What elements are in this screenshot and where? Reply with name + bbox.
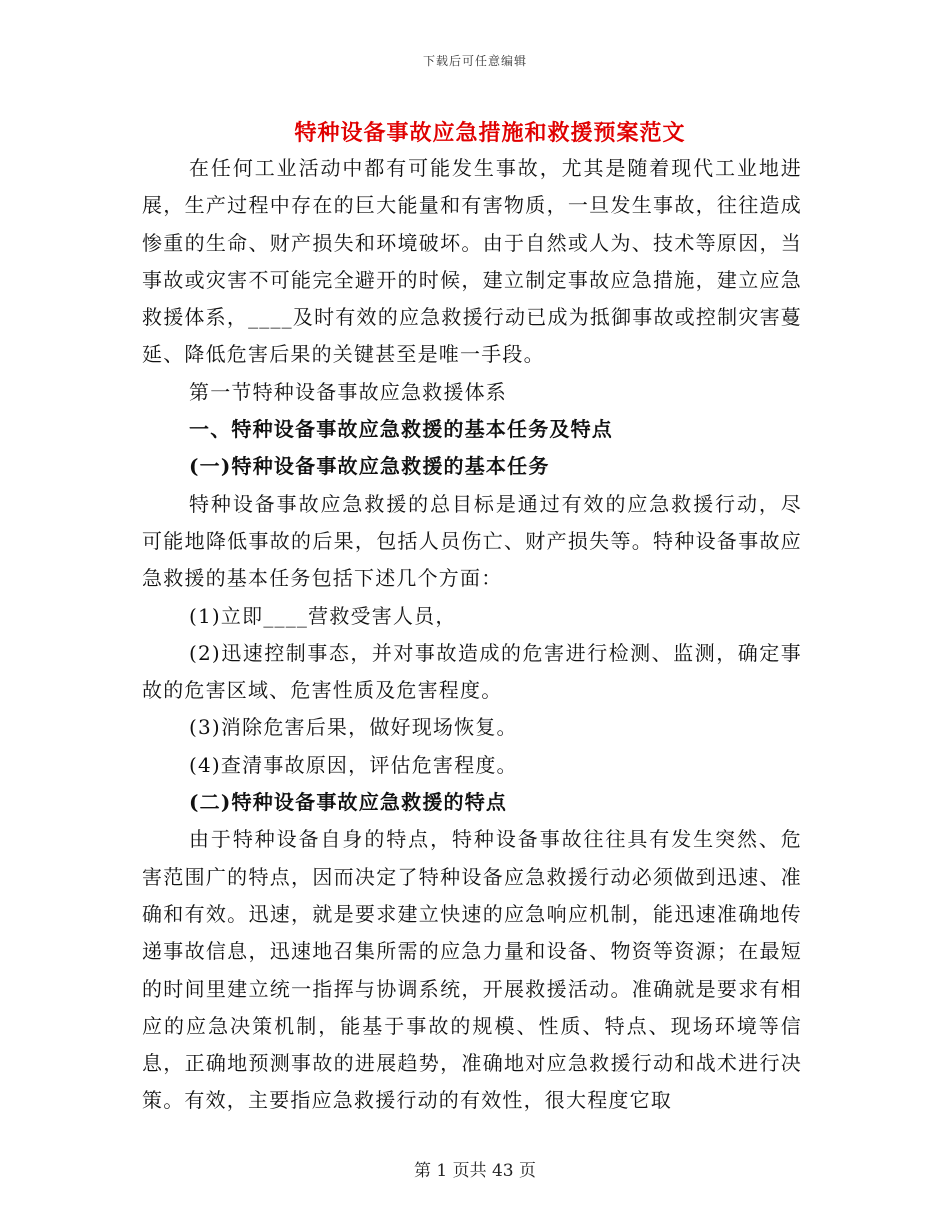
intro-paragraph: 在任何工业活动中都有可能发生事故，尤其是随着现代工业地进展，生产过程中存在的巨大能量和有害物质，一旦发生事故，往往造成惨重的生命、财产损失和环境破坏。由于自然或人为、技术等原因，当事故或灾害不可能完全避开的时候，建立制定事故应急措施，建立应急救援体系，____及时有效的应急救援行动已成为抵御事故或控制灾害蔓延、降低危害后果的关键甚至是唯一手段。 xyxy=(142,156,802,367)
document-title: 特种设备事故应急措施和救援预案范文 xyxy=(294,120,686,146)
list-item-4: (4)查清事故原因，评估危害程度。 xyxy=(189,752,518,777)
page-number: 第 1 页共 43 页 xyxy=(413,1161,537,1181)
list-item-3: (3)消除危害后果，做好现场恢复。 xyxy=(189,715,518,740)
section-heading: 第一节特种设备事故应急救援体系 xyxy=(189,379,507,404)
basic-tasks-paragraph: 特种设备事故应急救援的总目标是通过有效的应急救援行动，尽可能地降低事故的后果，包括人员伤亡、财产损失等。特种设备事故应急救援的基本任务包括下述几个方面： xyxy=(142,491,802,591)
document-body xyxy=(142,150,802,1120)
subsection-heading-basic-tasks: (一)特种设备事故应急救援的基本任务 xyxy=(189,454,550,479)
page-header-note: 下载后可任意编辑 xyxy=(422,54,527,68)
features-paragraph: 由于特种设备自身的特点，特种设备事故往往具有发生突然、危害范围广的特点，因而决定了特种设备应急救援行动必须做到迅速、准确和有效。迅速，就是要求建立快速的应急响应机制，能迅速准确地传递事故信息，迅速地召集所需的应急力量和设备、物资等资源；在最短的时间里建立统一指挥与协调系统，开展救援活动。准确就是要求有相应的应急决策机制，能基于事故的规模、性质、特点、现场环境等信息，正确地预测事故的进展趋势，准确地对应急救援行动和战术进行决策。有效，主要指应急救援行动的有效性，很大程度它取 xyxy=(142,827,802,1113)
list-item-2: (2)迅速控制事态，并对事故造成的危害进行检测、监测，确定事故的危害区域、危害性质及危害程度。 xyxy=(142,640,802,703)
list-item-1: (1)立即____营救受害人员， xyxy=(189,603,457,628)
subsection-heading-features: (二)特种设备事故应急救援的特点 xyxy=(189,790,508,815)
subsection-heading: 一、特种设备事故应急救援的基本任务及特点 xyxy=(189,417,613,442)
